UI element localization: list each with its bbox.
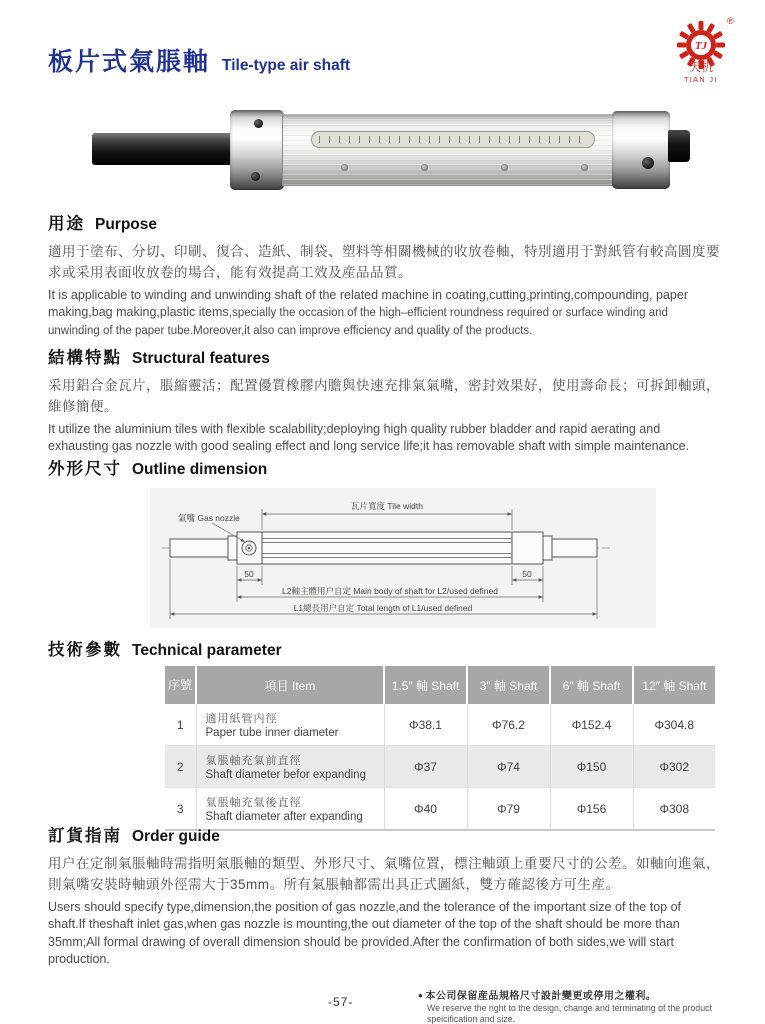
dim-label-l2: L2軸主體用户自定 Main body of shaft for L2/used defined <box>282 586 498 596</box>
outline-drawing <box>150 488 656 628</box>
col-header-shaft-12: 12″ 軸 Shaft <box>633 666 715 704</box>
row-value: Φ152.4 <box>550 704 633 746</box>
section-purpose <box>48 210 720 339</box>
row-item-en: Paper tube inner diameter <box>205 727 339 739</box>
section-heading <box>48 636 720 660</box>
table-row <box>165 746 715 788</box>
purpose-text-en-lead: It is applicable to winding and unwinding shaft of the related machine in coating,cutting,printing,compounding, paper making,bag making,plastic items, <box>48 287 688 320</box>
section-order-guide <box>48 822 720 969</box>
row-value: Φ37 <box>384 746 467 788</box>
heading-zh: 訂貨指南 <box>48 827 122 845</box>
heading-en: Outline dimension <box>132 461 268 478</box>
row-value: Φ79 <box>467 788 550 831</box>
row-no: 3 <box>165 788 196 831</box>
section-heading <box>48 822 720 846</box>
features-text-zh: 采用鋁合金瓦片，脹縮靈活；配置優質橡膠内膽與快速充排氣氣嘴，密封效果好，使用壽命長；可拆卸軸頭，維修簡便。 <box>48 378 720 415</box>
shaft-body <box>282 114 616 186</box>
section-outline <box>48 455 720 486</box>
product-photo <box>88 102 692 194</box>
heading-zh: 技術參數 <box>48 641 122 659</box>
section-heading <box>48 455 720 479</box>
row-item <box>196 704 384 746</box>
section-heading <box>48 210 720 234</box>
row-item-en: Shaft diameter befor expanding <box>205 769 366 781</box>
row-value: Φ74 <box>467 746 550 788</box>
screw-icon <box>254 119 263 128</box>
row-item-zh: 氣脹軸充氣後直徑 <box>205 797 302 809</box>
page-number: -57- <box>328 995 354 1009</box>
row-item-zh: 適用紙管内徑 <box>205 713 278 725</box>
row-value: Φ304.8 <box>654 717 695 732</box>
footer-note-en: We reserve the right to the design, change and terminating of the product speicification and size. <box>427 1003 712 1024</box>
footer-note-zh <box>418 987 763 1002</box>
footer-note-zh-text: 本公司保留産品規格尺寸設計變更或停用之權利。 <box>425 991 657 1002</box>
col-header-shaft-3: 3″ 軸 Shaft <box>467 666 550 704</box>
features-text-en: It utilize the aluminium tiles with flexible scalability;deploying high quality rubber bladder and rapid aerating and exhausting gas nozzle with good sealing effect and long service life;it has removable shaft with simple maintenance. <box>48 421 690 454</box>
gas-nozzle-screw-icon <box>642 157 654 169</box>
heading-en: Purpose <box>95 216 158 233</box>
gear-logo-icon <box>668 12 746 88</box>
screw-icon <box>341 164 348 171</box>
outline-drawing-panel <box>150 488 656 628</box>
shaft-handle <box>92 133 232 165</box>
row-value: Φ150 <box>550 746 633 788</box>
dim-label-tile-width: 瓦片寬度 Tile width <box>351 501 423 511</box>
page-title <box>48 42 350 78</box>
ruler-ticks <box>319 136 587 143</box>
row-value: Φ40 <box>384 788 467 831</box>
row-value: Φ76.2 <box>467 704 550 746</box>
registered-mark-icon: ® <box>727 16 734 26</box>
section-features <box>48 344 720 456</box>
shaft-left-head <box>230 110 284 190</box>
section-parameters <box>48 636 720 667</box>
shaft-end-cap <box>668 130 690 162</box>
table-row <box>165 704 715 746</box>
shaft-ruler-strip <box>311 131 595 148</box>
row-no: 1 <box>165 704 196 746</box>
screw-icon <box>581 164 588 171</box>
purpose-text-en <box>48 287 720 340</box>
technical-parameter-table <box>165 666 715 831</box>
purpose-text-en-tail: specially the occasion of the high–efficient roundness required or surface winding and unwinding of the paper tube.Moreover,it also can improve efficiency and quality of the products. <box>48 307 668 337</box>
col-header-shaft-1-5: 1.5″ 軸 Shaft <box>384 666 467 704</box>
section-heading <box>48 344 720 368</box>
screw-icon <box>421 164 428 171</box>
order-text-en: Users should specify type,dimension,the position of gas nozzle,and the tolerance of the important size of the top of shaft.If theshaft inlet gas,when gas nozzle is mounting,the out diameter of the top of the shaft should be more than 35mm;All formal drawing of overall dimension should be provided.After the confirmation of both sides,we will start production. <box>48 899 682 967</box>
row-value: Φ38.1 <box>384 704 467 746</box>
page-title-en: Tile-type air shaft <box>222 57 351 74</box>
table-header-row <box>165 666 715 704</box>
heading-en: Technical parameter <box>132 642 282 659</box>
purpose-text-zh: 適用于塗布、分切、印刷、復合、造紙、制袋、塑料等相關機械的收放卷軸，特別適用于對紙管有較高圓度要求或采用表面收放卷的場合，能有效提高工效及産品品質。 <box>48 244 720 281</box>
row-no: 2 <box>165 746 196 788</box>
logo-name-zh: 天机 <box>688 60 714 74</box>
shaft-right-head <box>612 111 670 189</box>
shaft-outline <box>170 532 597 564</box>
brand-logo <box>668 12 746 88</box>
heading-en: Order guide <box>132 828 220 845</box>
dim-label-gas-nozzle: 氣嘴 Gas nozzle <box>178 513 240 523</box>
row-value: Φ156 <box>550 788 633 831</box>
row-value: Φ302 <box>659 759 690 774</box>
col-header-item: 項目 Item <box>196 666 384 704</box>
row-value: Φ308 <box>659 801 690 816</box>
logo-name-en: TIAN JI <box>684 77 718 84</box>
row-item-zh: 氣脹軸充氣前直徑 <box>205 755 302 767</box>
screw-icon <box>251 172 260 181</box>
heading-en: Structural features <box>132 350 270 367</box>
footer-note <box>418 987 763 1024</box>
dim-label-l1: L1總長用户自定 Total length of L1/used defined <box>293 603 473 613</box>
row-item <box>196 746 384 788</box>
dim-label-50-right: 50 <box>522 569 532 579</box>
logo-monogram: TJ <box>694 40 708 52</box>
heading-zh: 結構特點 <box>48 349 122 367</box>
bullet-icon: ● <box>418 991 424 1000</box>
col-header-no: 序號 <box>165 666 196 704</box>
heading-zh: 外形尺寸 <box>48 460 122 478</box>
order-text-zh: 用户在定制氣脹軸時需指明氣脹軸的類型、外形尺寸、氣嘴位置，標注軸頭上重要尺寸的公差。如軸向進氣，則氣嘴安裝時軸頭外徑需大于35mm。所有氣脹軸都需出具正式圖紙，雙方確認後方可生産。 <box>48 856 720 893</box>
heading-zh: 用途 <box>48 215 85 233</box>
page-title-zh: 板片式氣脹軸 <box>48 48 211 76</box>
col-header-shaft-6: 6″ 軸 Shaft <box>550 666 633 704</box>
row-item-en: Shaft diameter after expanding <box>205 811 363 823</box>
dim-label-50-left: 50 <box>244 569 254 579</box>
screw-icon <box>501 164 508 171</box>
